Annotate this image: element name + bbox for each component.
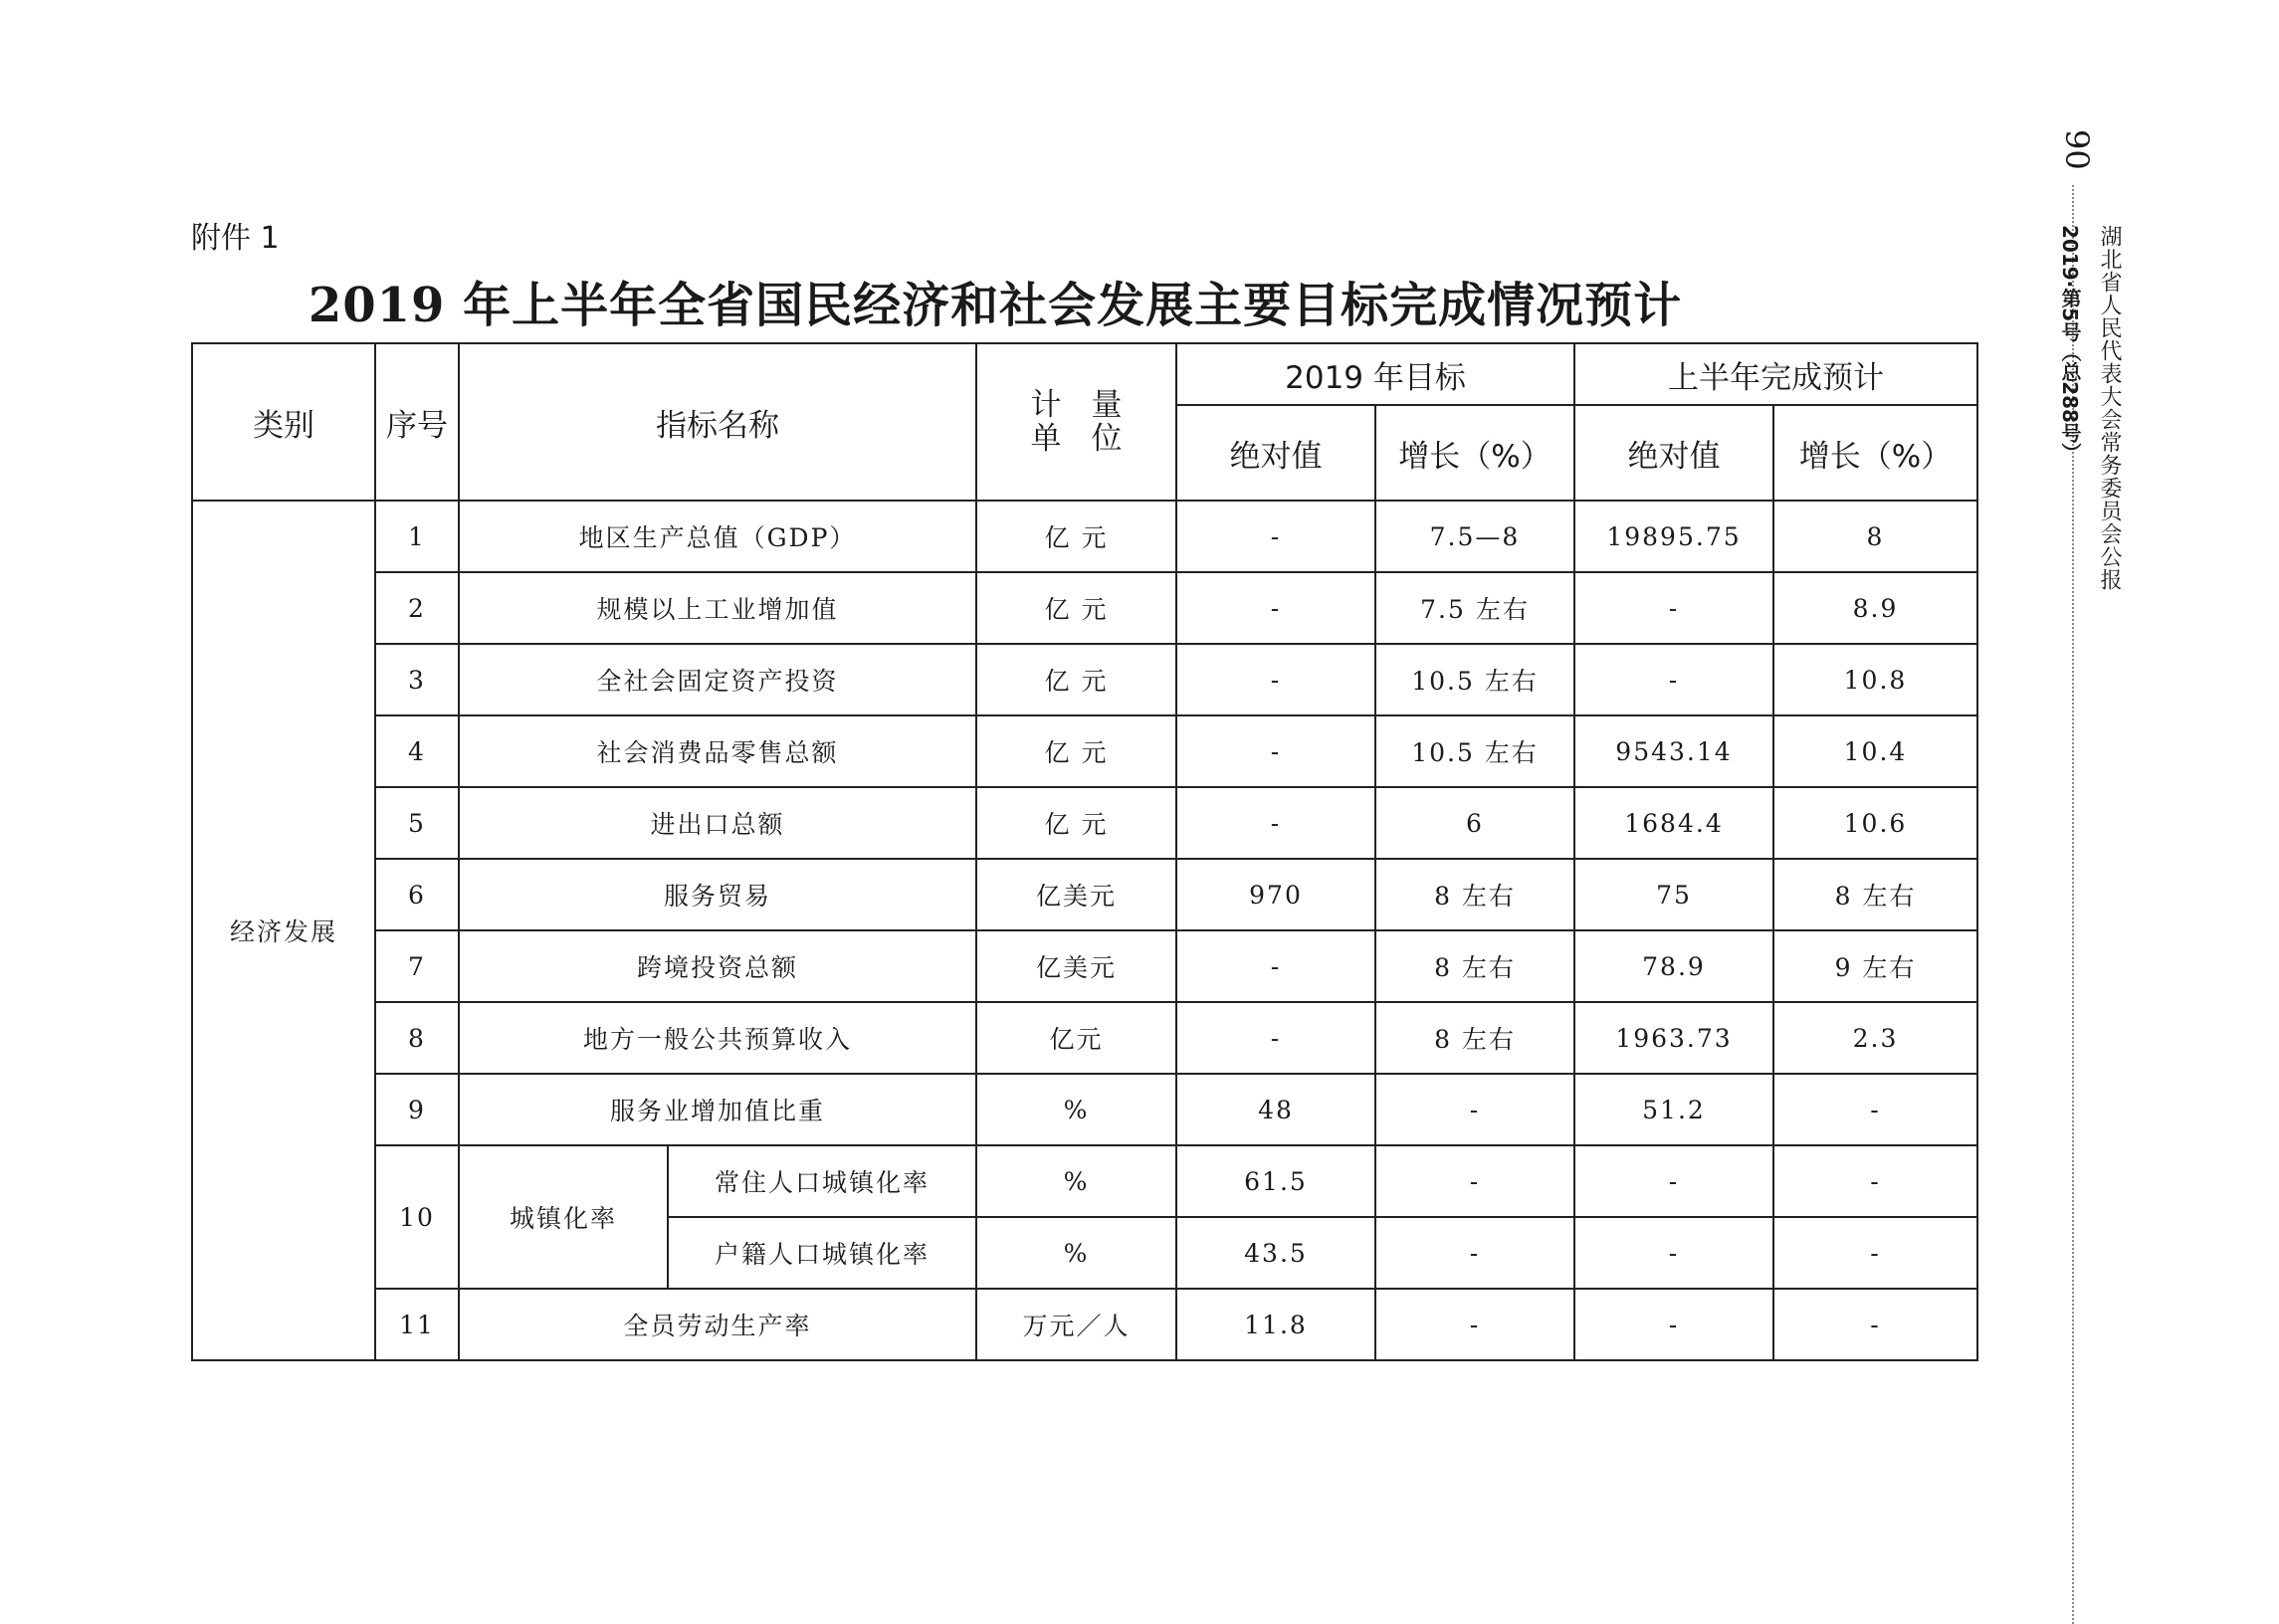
target-growth-cell: - — [1375, 1145, 1574, 1217]
table-row — [192, 1002, 1977, 1074]
target-growth-cell: 10.5 左右 — [1375, 715, 1574, 787]
target-absolute-cell: - — [1176, 715, 1375, 787]
target-absolute-cell: 48 — [1176, 1074, 1375, 1145]
forecast-absolute-cell: - — [1574, 644, 1773, 715]
header-forecast-absolute: 绝对值 — [1574, 405, 1773, 501]
table-body — [192, 501, 1977, 1360]
target-absolute-cell: - — [1176, 787, 1375, 859]
attachment-label: 附件 1 — [191, 221, 280, 256]
indicator-name-cell: 地方一般公共预算收入 — [459, 1002, 976, 1074]
table-row — [192, 501, 1977, 572]
target-absolute-cell: 61.5 — [1176, 1145, 1375, 1217]
unit-cell: 亿 元 — [976, 572, 1176, 644]
header-unit — [976, 343, 1176, 501]
target-growth-cell: - — [1375, 1217, 1574, 1289]
unit-cell: 亿美元 — [976, 859, 1176, 930]
forecast-growth-cell: 2.3 — [1773, 1002, 1977, 1074]
unit-cell: 万元／人 — [976, 1289, 1176, 1360]
forecast-growth-cell: - — [1773, 1289, 1977, 1360]
journal-name: 湖北省人民代表大会常务委员会公报 — [2097, 225, 2122, 591]
unit-cell: 亿 元 — [976, 787, 1176, 859]
table-row — [192, 1145, 1977, 1217]
forecast-absolute-cell: 51.2 — [1574, 1074, 1773, 1145]
target-growth-cell: 8 左右 — [1375, 930, 1574, 1002]
indicator-table — [191, 342, 1978, 1361]
header-indicator: 指标名称 — [459, 343, 976, 501]
seq-cell: 6 — [375, 859, 459, 930]
forecast-absolute-cell: - — [1574, 572, 1773, 644]
forecast-growth-cell: 9 左右 — [1773, 930, 1977, 1002]
header-unit-line2: 单位 — [1030, 421, 1152, 457]
indicator-name-cell: 跨境投资总额 — [459, 930, 976, 1002]
forecast-absolute-cell: 19895.75 — [1574, 501, 1773, 572]
seq-cell: 1 — [375, 501, 459, 572]
indicator-name-cell: 地区生产总值（GDP） — [459, 501, 976, 572]
indicator-name-cell: 服务贸易 — [459, 859, 976, 930]
target-absolute-cell: 970 — [1176, 859, 1375, 930]
indicator-name-cell: 全社会固定资产投资 — [459, 644, 976, 715]
unit-cell: 亿 元 — [976, 644, 1176, 715]
header-forecast-growth: 增长（%） — [1773, 405, 1977, 501]
indicator-name-cell: 户籍人口城镇化率 — [668, 1217, 976, 1289]
table-row — [192, 930, 1977, 1002]
unit-cell: 亿元 — [976, 1002, 1176, 1074]
target-growth-cell: 8 左右 — [1375, 1002, 1574, 1074]
header-forecast-group: 上半年完成预计 — [1574, 343, 1977, 405]
forecast-growth-cell: - — [1773, 1217, 1977, 1289]
indicator-name-cell: 社会消费品零售总额 — [459, 715, 976, 787]
seq-cell: 9 — [375, 1074, 459, 1145]
unit-cell: % — [976, 1074, 1176, 1145]
indicator-name-cell: 规模以上工业增加值 — [459, 572, 976, 644]
forecast-absolute-cell: - — [1574, 1289, 1773, 1360]
target-absolute-cell: - — [1176, 572, 1375, 644]
target-absolute-cell: - — [1176, 501, 1375, 572]
forecast-growth-cell: 8 — [1773, 501, 1977, 572]
forecast-absolute-cell: 75 — [1574, 859, 1773, 930]
table-row — [192, 715, 1977, 787]
target-absolute-cell: - — [1176, 644, 1375, 715]
table-row — [192, 859, 1977, 930]
issue-label: 2019·第5号（总288号） — [2058, 225, 2082, 463]
seq-cell: 7 — [375, 930, 459, 1002]
header-target-growth: 增长（%） — [1375, 405, 1574, 501]
forecast-absolute-cell: 78.9 — [1574, 930, 1773, 1002]
target-growth-cell: 8 左右 — [1375, 859, 1574, 930]
indicator-name-cell: 常住人口城镇化率 — [668, 1145, 976, 1217]
forecast-growth-cell: - — [1773, 1074, 1977, 1145]
header-seq: 序号 — [375, 343, 459, 501]
table-row — [192, 1289, 1977, 1360]
table-row — [192, 1074, 1977, 1145]
category-cell: 经济发展 — [192, 501, 375, 1360]
header-row-1 — [192, 343, 1977, 405]
seq-cell: 5 — [375, 787, 459, 859]
seq-cell: 4 — [375, 715, 459, 787]
target-absolute-cell: 11.8 — [1176, 1289, 1375, 1360]
seq-cell: 3 — [375, 644, 459, 715]
indicator-name-cell: 全员劳动生产率 — [459, 1289, 976, 1360]
target-growth-cell: 7.5 左右 — [1375, 572, 1574, 644]
target-absolute-cell: - — [1176, 1002, 1375, 1074]
forecast-absolute-cell: - — [1574, 1145, 1773, 1217]
unit-cell: 亿美元 — [976, 930, 1176, 1002]
forecast-absolute-cell: - — [1574, 1217, 1773, 1289]
target-growth-cell: 6 — [1375, 787, 1574, 859]
forecast-growth-cell: 8 左右 — [1773, 859, 1977, 930]
unit-cell: % — [976, 1217, 1176, 1289]
forecast-growth-cell: 10.4 — [1773, 715, 1977, 787]
forecast-absolute-cell: 9543.14 — [1574, 715, 1773, 787]
target-growth-cell: - — [1375, 1289, 1574, 1360]
target-growth-cell: 10.5 左右 — [1375, 644, 1574, 715]
forecast-growth-cell: 8.9 — [1773, 572, 1977, 644]
indicator-name-cell: 进出口总额 — [459, 787, 976, 859]
seq-cell: 8 — [375, 1002, 459, 1074]
unit-cell: 亿 元 — [976, 501, 1176, 572]
indicator-name-cell: 服务业增加值比重 — [459, 1074, 976, 1145]
header-category: 类别 — [192, 343, 375, 501]
page-title: 2019 年上半年全省国民经济和社会发展主要目标完成情况预计 — [308, 278, 1683, 333]
header-unit-line1: 计量 — [1030, 387, 1152, 423]
page-number: 90 — [2058, 129, 2096, 170]
unit-cell: 亿 元 — [976, 715, 1176, 787]
unit-cell: % — [976, 1145, 1176, 1217]
target-growth-cell: - — [1375, 1074, 1574, 1145]
forecast-absolute-cell: 1963.73 — [1574, 1002, 1773, 1074]
header-target-absolute: 绝对值 — [1176, 405, 1375, 501]
forecast-growth-cell: - — [1773, 1145, 1977, 1217]
table-row — [192, 787, 1977, 859]
table-row — [192, 644, 1977, 715]
target-growth-cell: 7.5—8 — [1375, 501, 1574, 572]
seq-cell: 10 — [375, 1145, 459, 1289]
seq-cell: 11 — [375, 1289, 459, 1360]
indicator-group-cell: 城镇化率 — [459, 1145, 668, 1289]
header-target-group: 2019 年目标 — [1176, 343, 1574, 405]
forecast-growth-cell: 10.8 — [1773, 644, 1977, 715]
target-absolute-cell: - — [1176, 930, 1375, 1002]
target-absolute-cell: 43.5 — [1176, 1217, 1375, 1289]
seq-cell: 2 — [375, 572, 459, 644]
forecast-absolute-cell: 1684.4 — [1574, 787, 1773, 859]
forecast-growth-cell: 10.6 — [1773, 787, 1977, 859]
table-row — [192, 572, 1977, 644]
